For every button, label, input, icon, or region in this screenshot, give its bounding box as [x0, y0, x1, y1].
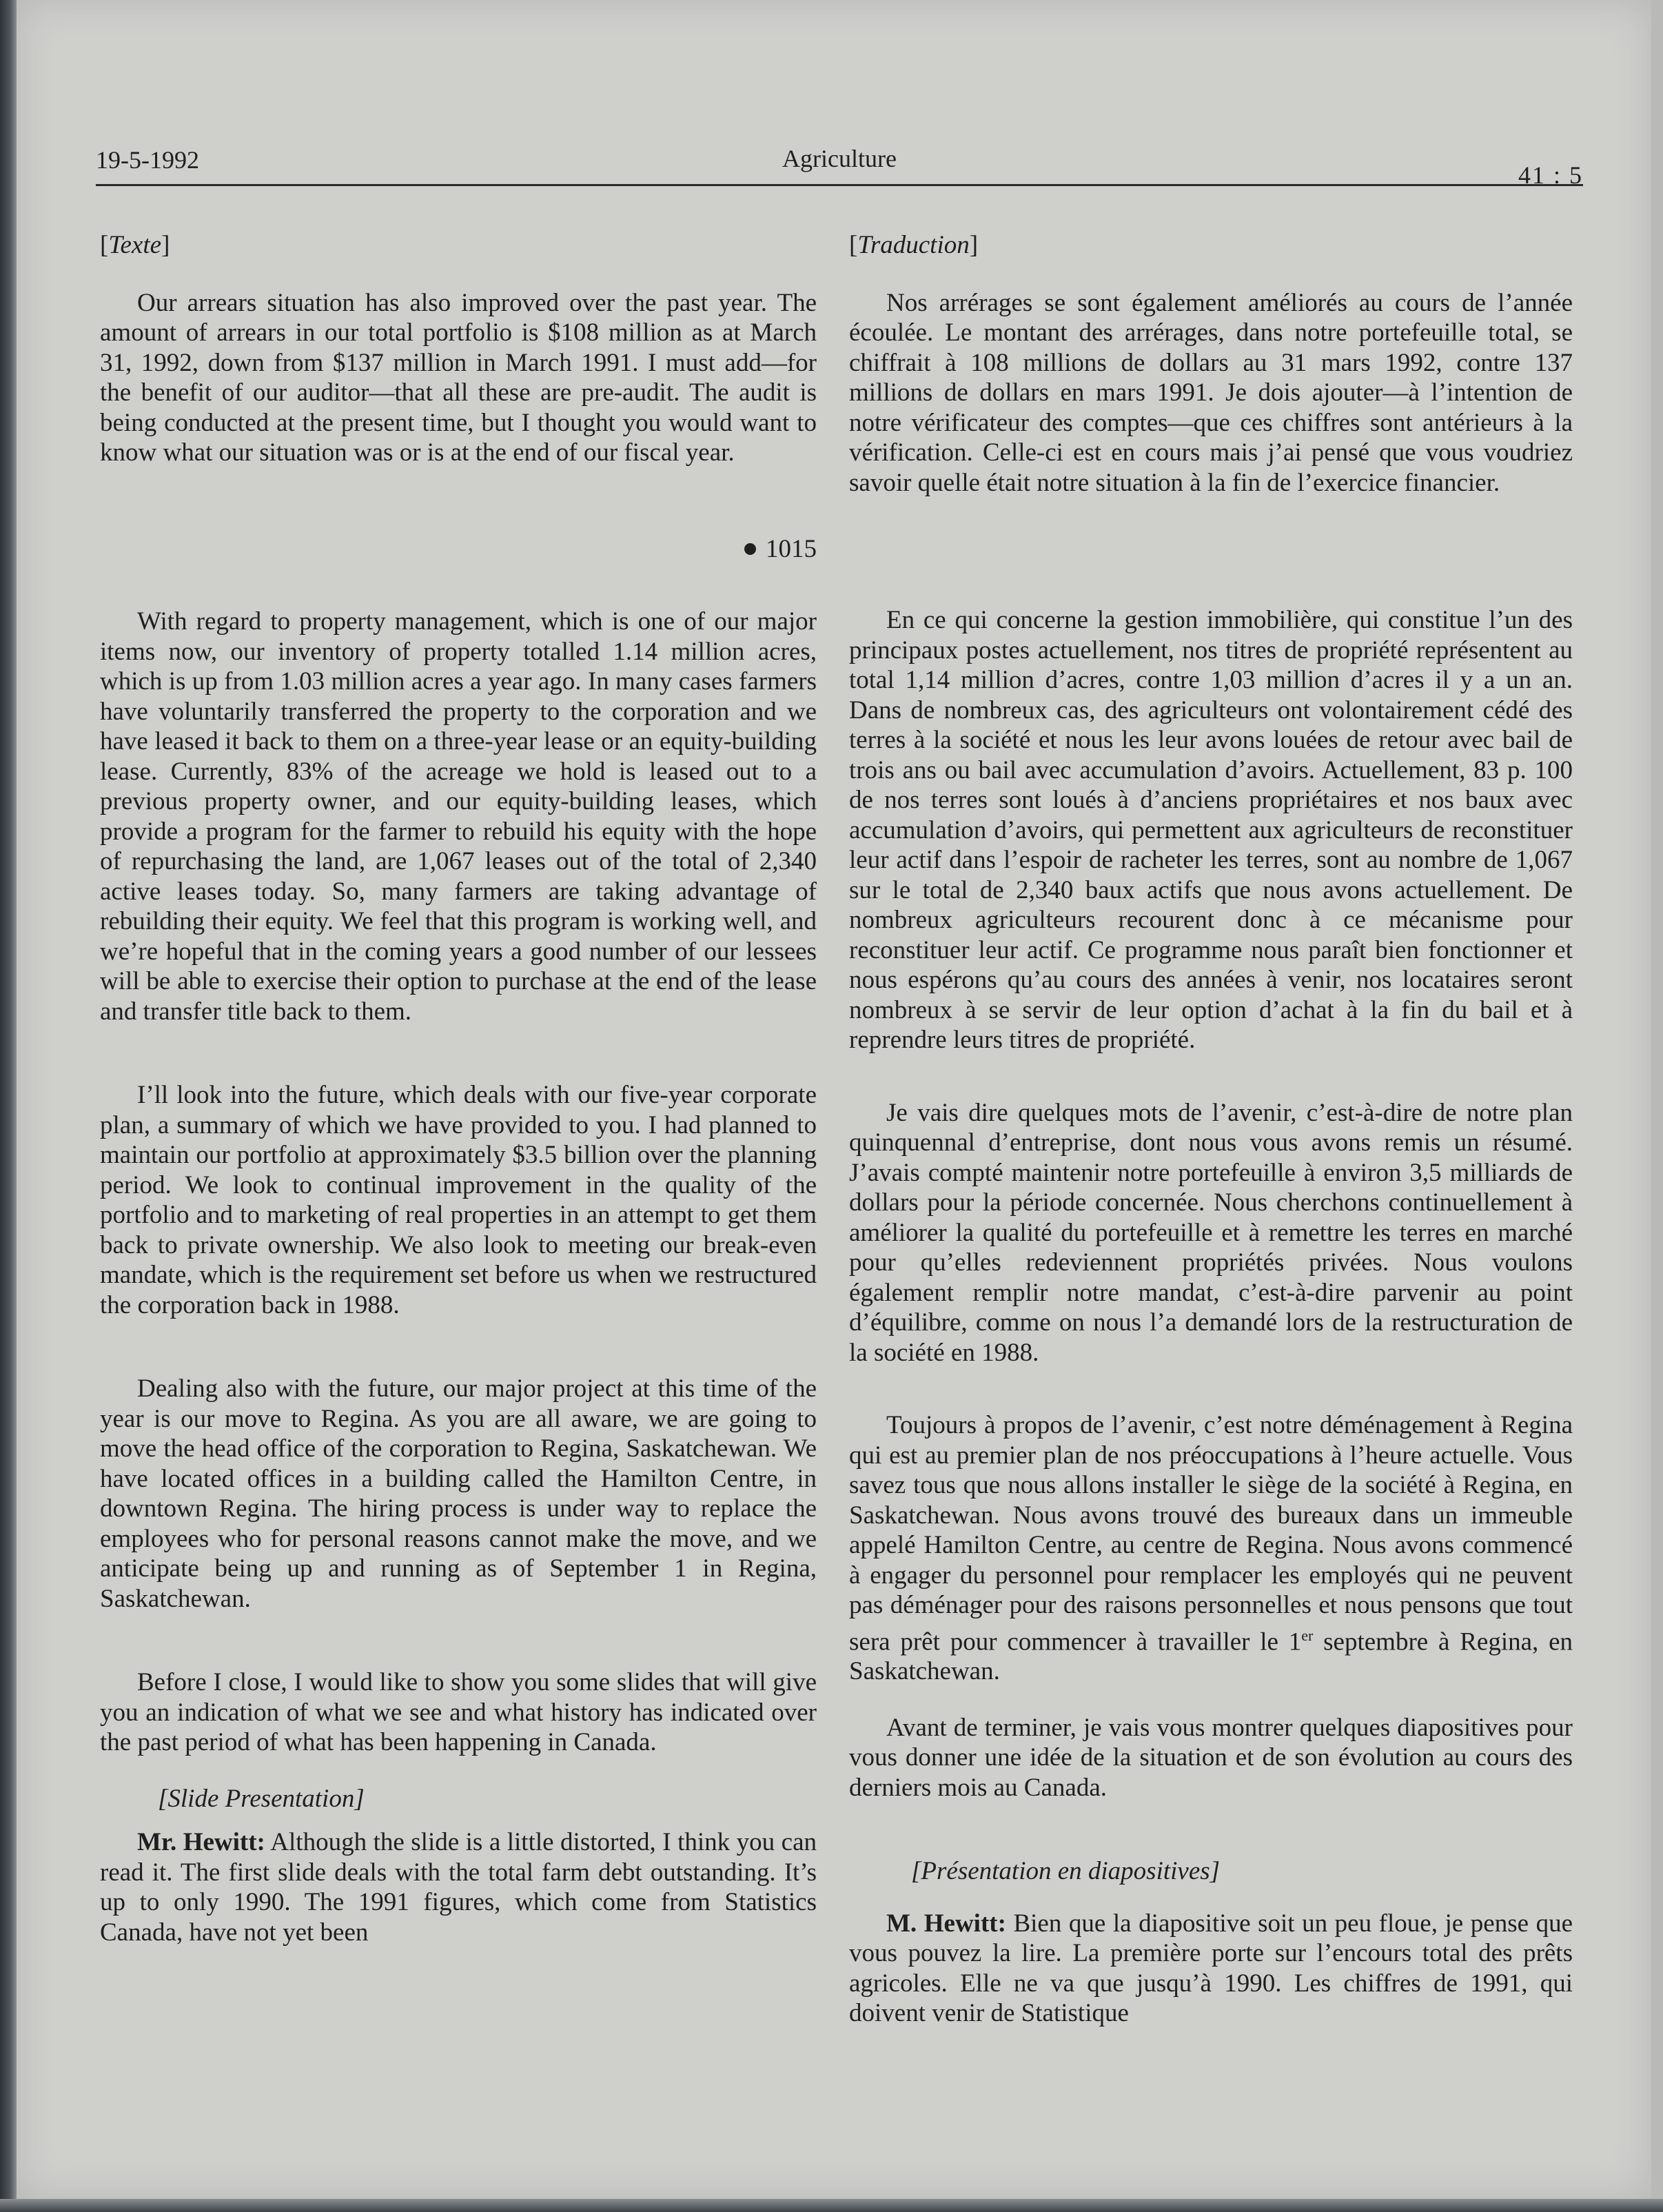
- header-date: 19-5-1992: [96, 146, 199, 174]
- time-marker: 1015: [100, 534, 817, 565]
- paragraphe-gestion-immobiliere: En ce qui concerne la gestion immobilière, qui constitue l’un des principaux postes actuellement, nos titres de propriété représentent au total 1,14 million d’acres, contre 1,03 million d’acres il y a un an. Dans de nombreux cas, des agriculteurs ont volontairement cédé des terres à la société et nous les leur avons louées de retour avec bail de trois ans ou bail avec accumulation d’avoirs. Actuellement, 83 p. 100 de nos terres sont loués à d’anciens propriétaires et nos baux avec accumulation d’avoirs, qui permettent aux agriculteurs de reconstituer leur actif dans l’espoir de racheter les terres, sont au nombre de 1,067 sur le total de 2,340 baux actifs que nous avons actuellement. De nombreux agriculteurs recourent donc à ce mécanisme pour reconstituer leur actif. Ce programme nous paraît bien fonctionner et nous espérons qu’au cours des années à venir, nos locataires seront nombreux à se servir de leur option d’achat à la fin du bail et à reprendre leurs titres de propriété.: [849, 606, 1573, 1054]
- english-column: [100, 222, 817, 1947]
- bullet-icon: [744, 543, 756, 555]
- paragraphe-demenagement-regina: Toujours à propos de l’avenir, c’est notre déménagement à Regina qui est au premier plan de nos préoccupations à l’heure actuelle. Vous savez tous que nous allons installer le siège de la société à Regina, en Saskatchewan. Nous avons trouvé des bureaux dans un immeuble appelé Hamilton Centre, au centre de Regina. Nous avons commencé à engager du personnel pour remplacer les employés qui ne peuvent pas déménager pour des raisons personnelles et nous pensons que tout sera prêt pour commencer à travailler le 1er septembre à Regina, en Saskatchewan.: [849, 1411, 1573, 1686]
- paragraphe-diapositives: Avant de terminer, je vais vous montrer quelques diapositives pour vous donner une idée de la situation et de son évolution au cours des derniers mois au Canada.: [849, 1713, 1573, 1802]
- texte-tag: [Texte]: [100, 231, 170, 259]
- paragraph-arrears: Our arrears situation has also improved over the past year. The amount of arrears in our total portfolio is $108 million as at March 31, 1992, down from $137 million in March 1991. I must add—for the benefit of our auditor—that all these are pre-audit. The audit is being conducted at the present time, but I thought you would want to know what our situation was or is at the end of our fiscal year.: [100, 288, 817, 467]
- binding-edge: [0, 0, 17, 2212]
- paragraph-property-management: With regard to property management, which is one of our major items now, our inventory of property totalled 1.14 million acres, which is up from 1.03 million acres a year ago. In many cases farmers have voluntarily transferred the property to the corporation and we have leased it back to them on a three-year lease or an equity-building lease. Currently, 83% of the acreage we hold is leased out to a previous property owner, and our equity-building leases, which provide a program for the farmer to rebuild his equity with the hope of repurchasing the land, are 1,067 leases out of the total of 2,340 active leases today. So, many farmers are taking advantage of rebuilding their equity. We feel that this program is working well, and we’re hopeful that in the coming years a good number of our lessees will be able to exercise their option to purchase at the end of the lease and transfer title back to them.: [100, 607, 817, 1026]
- paragraph-hewitt: Mr. Hewitt: Although the slide is a little distorted, I think you can read it. The first slide deals with the total farm debt outstanding. It’s up to only 1990. The 1991 figures, which come from Statistics Canada, have not yet been: [100, 1828, 817, 1947]
- french-column: [849, 222, 1573, 2029]
- paragraph-regina-move: Dealing also with the future, our major project at this time of the year is our move to Regina. As you are all aware, we are going to move the head office of the corporation to Regina, Saskatchewan. We have located offices in a building called the Hamilton Centre, in downtown Regina. The hiring process is under way to replace the employees who for personal reasons cannot make the move, and we anticipate being up and running as of September 1 in Regina, Saskatchewan.: [100, 1374, 817, 1613]
- speaker-name: Mr. Hewitt:: [137, 1828, 265, 1856]
- traduction-tag: [Traduction]: [849, 231, 979, 259]
- header-page-number: 41 : 5: [1518, 161, 1583, 189]
- presentation-diapositives-tag: [Présentation en diapositives]: [911, 1857, 1221, 1886]
- paragraph-slides-intro: Before I close, I would like to show you some slides that will give you an indication of what we see and what history has indicated over the past period of what has been happening in Canada.: [100, 1668, 817, 1756]
- paragraph-five-year-plan: I’ll look into the future, which deals with our five-year corporate plan, a summary of which we have provided to you. I had planned to maintain our portfolio at approximately $3.5 billion over the planning period. We look to continual improvement in the quality of the portfolio and to marketing of real properties in an attempt to get them back to private ownership. We also look to meeting our break-even mandate, which is the requirement set before us when we restructured the corporation back in 1988.: [100, 1081, 817, 1319]
- page-header: [96, 141, 1583, 189]
- header-title: Agriculture: [782, 145, 897, 172]
- paragraphe-hewitt: M. Hewitt: Bien que la diapositive soit un peu floue, je pense que vous pouvez la lire. La première porte sur l’encours total des prêts agricoles. Elle ne va que jusqu’à 1990. Les chiffres de 1991, qui doivent venir de Statistique: [849, 1909, 1573, 2028]
- page-bottom-edge: [0, 2199, 1663, 2212]
- paragraphe-plan-quinquennal: Je vais dire quelques mots de l’avenir, c’est-à-dire de notre plan quinquennal d’entreprise, dont nous vous avons remis un résumé. J’avais compté maintenir notre portefeuille à environ 3,5 milliards de dollars pour la période concernée. Nous cherchons continuellement à améliorer la qualité du portefeuille et à remettre les terres en marché pour qu’elles redeviennent propriétés privées. Nous voulons également remplir notre mandat, c’est-à-dire parvenir au point d’équilibre, comme on nous l’a demandé lors de la restructuration de la société en 1988.: [849, 1098, 1573, 1367]
- slide-presentation-tag: [Slide Presentation]: [158, 1784, 365, 1813]
- paragraphe-arrerages: Nos arrérages se sont également améliorés au cours de l’année écoulée. Le montant des arrérages, dans notre portefeuille total, se chiffrait à 108 millions de dollars au 31 mars 1992, contre 137 millions de dollars en mars 1991. Je dois ajouter—à l’intention de notre vérificateur des comptes—que ces chiffres sont antérieurs à la vérification. Celle-ci est en cours mais j’ai pensé que vous voudriez savoir quelle était notre situation à la fin de l’exercice financier.: [849, 288, 1573, 497]
- nom-orateur: M. Hewitt:: [886, 1909, 1006, 1938]
